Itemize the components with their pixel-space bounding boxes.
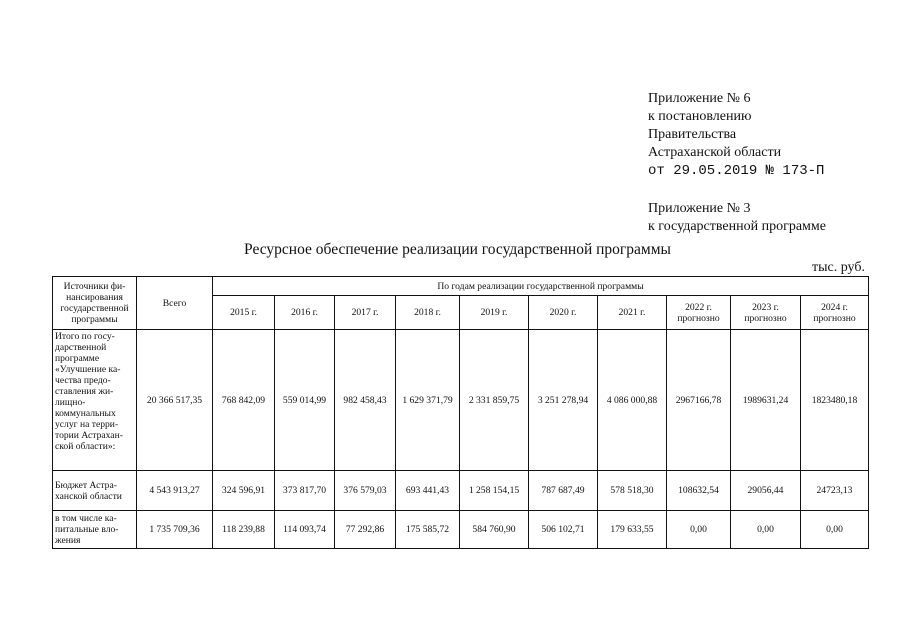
appendix-line: Астраханской области xyxy=(648,145,782,160)
row-value: 1989631,24 xyxy=(731,330,801,471)
row-value: 108632,54 xyxy=(667,471,731,511)
row-source: Бюджет Астра-ханской области xyxy=(53,471,137,511)
row-value: 787 687,49 xyxy=(529,471,598,511)
row-value: 0,00 xyxy=(667,511,731,549)
row-value: 2967166,78 xyxy=(667,330,731,471)
header-year: 2019 г. xyxy=(460,296,529,330)
row-value: 1 258 154,15 xyxy=(460,471,529,511)
header-year: 2021 г. xyxy=(598,296,667,330)
table-row-regional-budget xyxy=(53,471,869,511)
row-value: 114 093,74 xyxy=(275,511,335,549)
row-value: 559 014,99 xyxy=(275,330,335,471)
program-appendix-line: Приложение № 3 xyxy=(648,201,751,216)
row-value: 118 239,88 xyxy=(213,511,275,549)
row-total: 1 735 709,36 xyxy=(137,511,213,549)
program-appendix-line: к государственной программе xyxy=(648,219,826,234)
appendix-line: к постановлению xyxy=(648,109,752,124)
resource-table xyxy=(52,276,869,549)
row-value: 693 441,43 xyxy=(396,471,460,511)
table-row-program-total xyxy=(53,330,869,471)
header-year: 2018 г. xyxy=(396,296,460,330)
header-year: 2023 г. прогнозно xyxy=(731,296,801,330)
row-value: 24723,13 xyxy=(801,471,869,511)
row-value: 2 331 859,75 xyxy=(460,330,529,471)
header-row-1 xyxy=(53,277,869,296)
row-value: 3 251 278,94 xyxy=(529,330,598,471)
header-total: Всего xyxy=(137,277,213,330)
row-value: 77 292,86 xyxy=(335,511,396,549)
row-source: в том числе ка-питальные вло-жения xyxy=(53,511,137,549)
row-value: 0,00 xyxy=(731,511,801,549)
row-value: 179 633,55 xyxy=(598,511,667,549)
row-source: Итого по госу-дарственной программе «Улучшение ка-чества предо-ставления жи-лищно-коммунальных услуг на терри-тории Астрахан-ской области»: xyxy=(53,330,137,471)
row-value: 4 086 000,88 xyxy=(598,330,667,471)
decree-date-number: от 29.05.2019 № 173-П xyxy=(648,163,825,179)
appendix-line: Приложение № 6 xyxy=(648,91,751,106)
row-value: 584 760,90 xyxy=(460,511,529,549)
appendix-line: Правительства xyxy=(648,127,737,142)
row-value: 175 585,72 xyxy=(396,511,460,549)
header-year: 2020 г. xyxy=(529,296,598,330)
row-value: 1823480,18 xyxy=(801,330,869,471)
row-value: 578 518,30 xyxy=(598,471,667,511)
table-row-capital-investments xyxy=(53,511,869,549)
row-value: 768 842,09 xyxy=(213,330,275,471)
appendix-header xyxy=(648,90,826,236)
row-value: 506 102,71 xyxy=(529,511,598,549)
row-value: 29056,44 xyxy=(731,471,801,511)
units-label: тыс. руб. xyxy=(812,260,865,275)
header-source: Источники фи-нансирования государственной программы xyxy=(53,277,137,330)
header-by-years: По годам реализации государственной программы xyxy=(213,277,869,296)
header-year: 2024 г. прогнозно xyxy=(801,296,869,330)
header-year: 2022 г. прогнозно xyxy=(667,296,731,330)
row-value: 373 817,70 xyxy=(275,471,335,511)
row-value: 376 579,03 xyxy=(335,471,396,511)
header-year: 2017 г. xyxy=(335,296,396,330)
row-total: 4 543 913,27 xyxy=(137,471,213,511)
header-year: 2015 г. xyxy=(213,296,275,330)
row-value: 0,00 xyxy=(801,511,869,549)
row-value: 982 458,43 xyxy=(335,330,396,471)
header-year: 2016 г. xyxy=(275,296,335,330)
row-value: 1 629 371,79 xyxy=(396,330,460,471)
document-title: Ресурсное обеспечение реализации государственной программы xyxy=(244,241,671,258)
row-value: 324 596,91 xyxy=(213,471,275,511)
row-total: 20 366 517,35 xyxy=(137,330,213,471)
